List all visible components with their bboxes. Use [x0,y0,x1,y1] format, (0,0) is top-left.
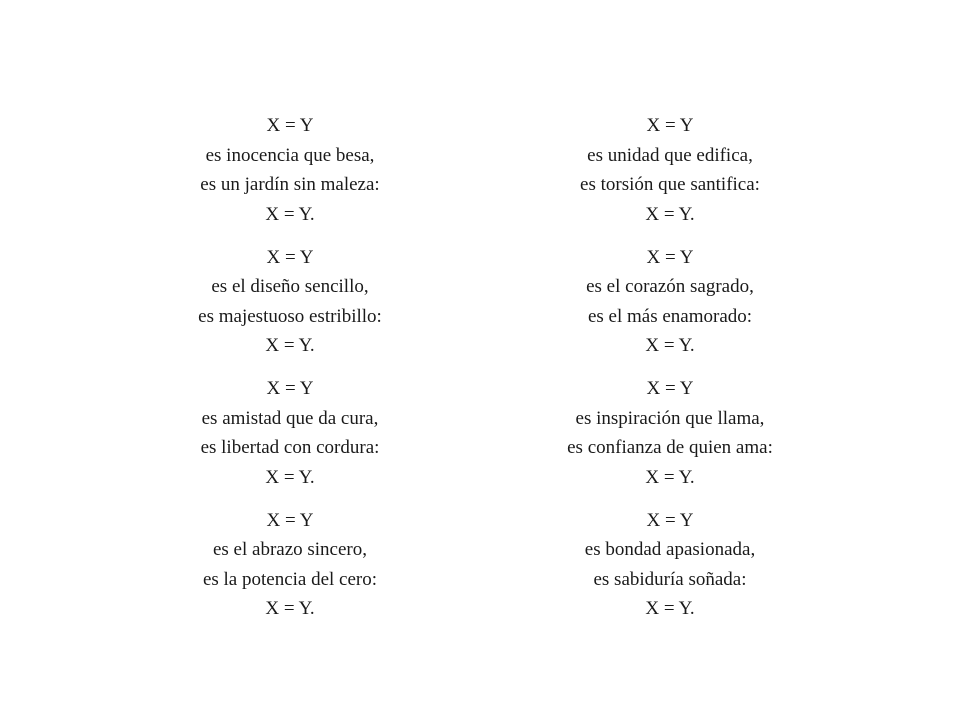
verse-line: es torsión que santifica: [580,174,760,195]
verse-line: es sabiduría soñada: [593,568,747,590]
verse-line: X = Y. [645,466,695,488]
verse-line: X = Y. [265,466,315,488]
verse-line: X = Y [646,115,694,136]
verse-line: X = Y. [645,335,695,356]
verse-line: es amistad que da cura, [201,407,379,429]
verse-line: X = Y. [645,598,695,619]
poem-column-right [520,111,820,637]
verse-line: es confianza de quien ama: [567,437,773,458]
verse-line: es libertad con cordura: [200,437,380,458]
verse-line: X = Y. [265,598,315,619]
verse-line: X = Y. [645,203,695,225]
stanza [520,374,820,506]
verse-line: es majestuoso estribillo: [198,305,382,327]
stanza [100,243,480,375]
verse-line: X = Y [266,378,314,399]
verse-line: X = Y. [265,203,315,225]
stanza [100,506,480,638]
verse-line: es el corazón sagrado, [586,276,754,297]
verse-line: es el diseño sencillo, [211,276,369,297]
verse-line: es la potencia del cero: [202,568,378,590]
stanza [520,243,820,375]
verse-line: es inocencia que besa, [205,144,375,166]
stanza [100,111,480,243]
stanza [520,111,820,243]
verse-line: es inspiración que llama, [575,407,765,429]
poem [0,111,960,637]
stanza [100,374,480,506]
verse-line: X = Y. [265,335,315,356]
verse-line: es el abrazo sincero, [212,539,368,560]
verse-line: X = Y [266,115,314,136]
poem-column-left [100,111,480,637]
verse-line: es el más enamorado: [587,305,753,327]
stanza [520,506,820,638]
verse-line: X = Y [646,378,694,399]
verse-line: X = Y [266,246,314,268]
verse-line: X = Y [266,509,314,531]
verse-line: es un jardín sin maleza: [200,174,380,195]
verse-line: X = Y [646,509,694,531]
verse-line: es bondad apasionada, [584,539,756,560]
verse-line: es unidad que edifica, [587,144,753,166]
verse-line: X = Y [646,246,694,268]
